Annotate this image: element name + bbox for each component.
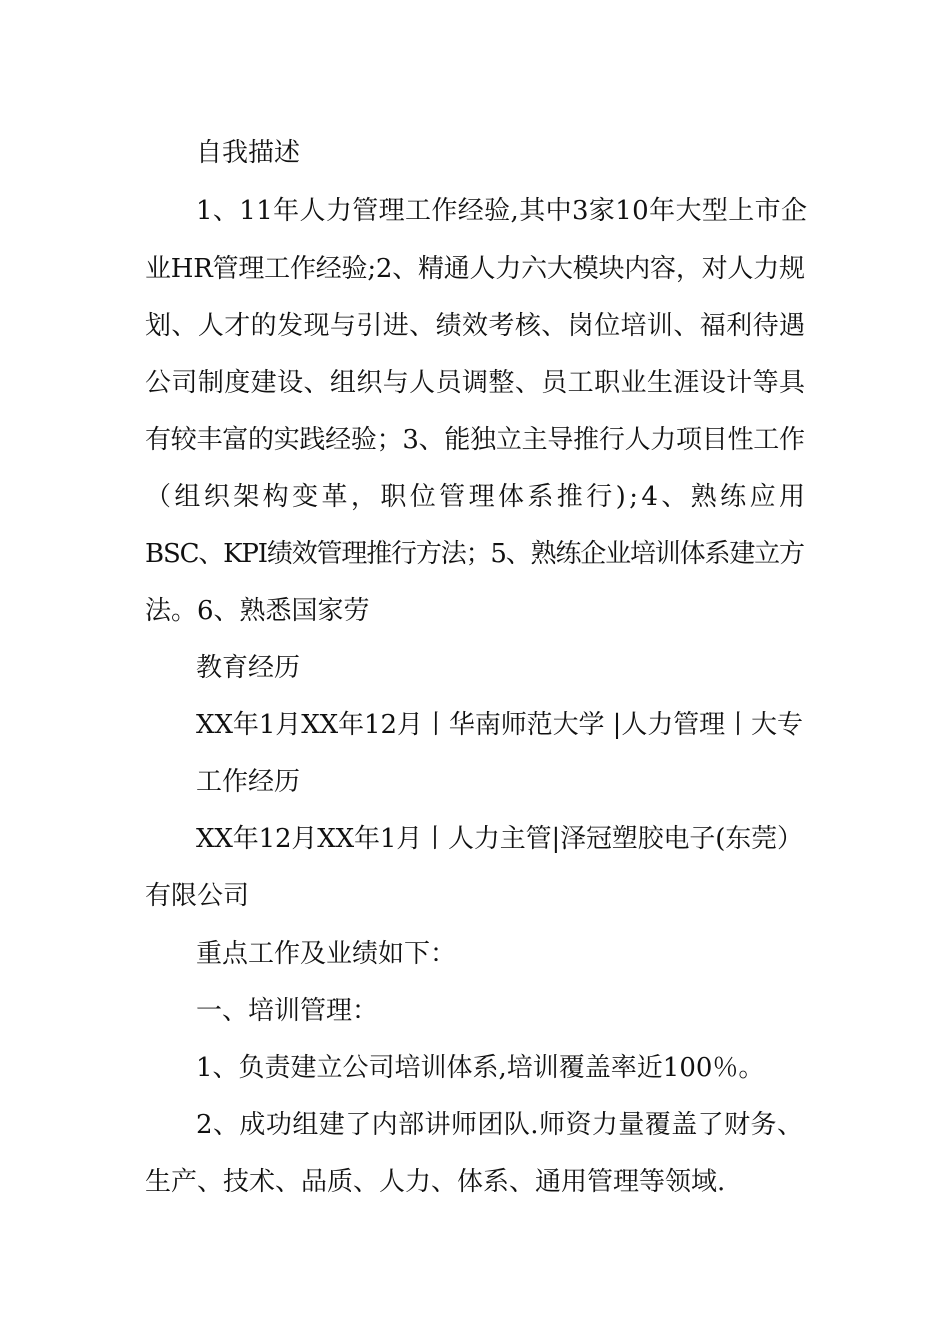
text-line: 1、11年人力管理工作经验,其中3家10年大型上市企 bbox=[196, 196, 808, 226]
key-achievements-heading bbox=[0, 934, 950, 974]
work-entry bbox=[0, 819, 950, 859]
text-line: 生产、技术、品质、人力、体系、通用管理等领域. bbox=[145, 1167, 726, 1197]
text-line: 业HR管理工作经验;2、精通人力六大模块内容，对人力规 bbox=[145, 254, 805, 284]
paragraph-line bbox=[0, 363, 950, 403]
text-line: 公司制度建设、组织与人员调整、员工职业生涯设计等具 bbox=[145, 368, 806, 398]
paragraph-line bbox=[0, 306, 950, 346]
achievement-item-continuation bbox=[0, 1162, 950, 1202]
paragraph-line bbox=[0, 591, 950, 631]
training-management-heading bbox=[0, 991, 950, 1031]
text-line: 有限公司 bbox=[145, 881, 250, 911]
text-line: 法。6、熟悉国家劳 bbox=[145, 596, 370, 626]
paragraph-line bbox=[0, 249, 950, 289]
work-entry-continuation bbox=[0, 876, 950, 916]
text-line: 工作经历 bbox=[196, 767, 301, 797]
text-line: 1、负责建立公司培训体系,培训覆盖率近100％。 bbox=[196, 1053, 765, 1083]
text-line: XX年12月XX年1月丨人力主管|泽冠塑胶电子(东莞） bbox=[196, 824, 803, 854]
text-line: 2、成功组建了内部讲师团队.师资力量覆盖了财务、 bbox=[196, 1110, 804, 1140]
education-entry bbox=[0, 705, 950, 745]
section-heading-self-description bbox=[0, 133, 950, 173]
text-line: 有较丰富的实践经验；3、能独立主导推行人力项目性工作 bbox=[145, 425, 805, 455]
achievement-item bbox=[0, 1105, 950, 1145]
paragraph-line bbox=[0, 420, 950, 460]
text-line: 自我描述 bbox=[196, 138, 301, 168]
paragraph-line bbox=[0, 534, 950, 574]
section-heading-work-experience bbox=[0, 762, 950, 802]
text-line: （组织架构变革，职位管理体系推行);4、熟练应用 bbox=[145, 482, 809, 512]
paragraph-line bbox=[0, 191, 950, 231]
paragraph-line bbox=[0, 477, 950, 517]
text-line: 重点工作及业绩如下： bbox=[196, 939, 457, 969]
text-line: 一、培训管理： bbox=[196, 996, 379, 1026]
text-line: BSC、KPI绩效管理推行方法；5、熟练企业培训体系建立方 bbox=[145, 539, 804, 569]
text-line: 教育经历 bbox=[196, 653, 301, 683]
text-line: 划、人才的发现与引进、绩效考核、岗位培训、福利待遇 bbox=[145, 311, 806, 341]
section-heading-education bbox=[0, 648, 950, 688]
achievement-item bbox=[0, 1048, 950, 1088]
text-line: XX年1月XX年12月丨华南师范大学 |人力管理丨大专 bbox=[196, 710, 803, 740]
